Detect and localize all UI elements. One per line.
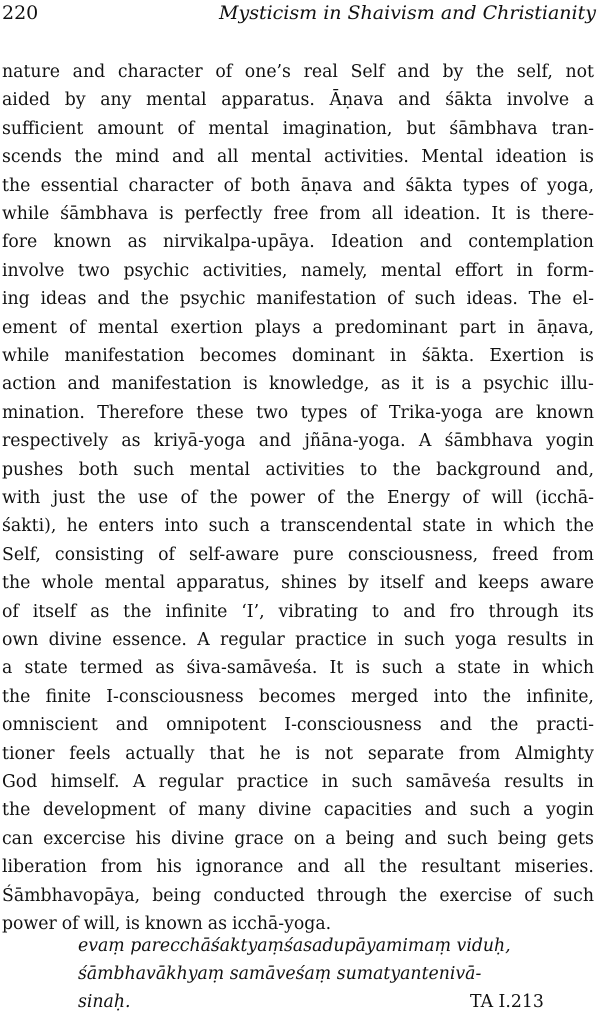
- body-line: with just the use of the power of the Energy of will (icchā-: [2, 488, 594, 508]
- body-line: ing ideas and the psychic manifestation of such ideas. The el-: [2, 289, 594, 310]
- body-line: power of will, is known as icchā-yoga.: [2, 914, 332, 934]
- body-line: while manifestation becomes dominant in śākta. Exertion is: [2, 346, 594, 366]
- body-line: sufficient amount of mental imagination, but śāmbhava tran-: [2, 118, 594, 139]
- body-line: action and manifestation is knowledge, as it is a psychic illu-: [2, 374, 594, 395]
- verse-line: sinaḥ.: [78, 992, 131, 1012]
- body-line: pushes both such mental activities to the background and,: [2, 459, 594, 480]
- body-line: involve two psychic activities, namely, mental effort in form-: [2, 260, 594, 281]
- page-number: 220: [2, 2, 39, 24]
- running-header: [0, 0, 600, 40]
- body-line: the finite I-consciousness becomes merged into the infinite,: [2, 686, 594, 707]
- body-line: śakti), he enters into such a transcendental state in which the: [2, 516, 594, 537]
- body-line: omniscient and omnipotent I-consciousness and the practi-: [2, 715, 594, 736]
- verse-line: śāmbhavākhyaṃ samāveśaṃ sumatyantenivā-: [78, 964, 482, 984]
- body-line: own divine essence. A regular practice in such yoga results in: [2, 630, 594, 650]
- body-line: nature and character of one’s real Self and by the self, not: [2, 62, 594, 82]
- body-line: the essential character of both āṇava and śākta types of yoga,: [2, 175, 594, 196]
- body-line: God himself. A regular practice in such samāveśa results in: [2, 772, 594, 792]
- body-line: aided by any mental apparatus. Āṇava and śākta involve a: [2, 90, 594, 111]
- body-line: fore known as nirvikalpa-upāya. Ideation and contemplation: [2, 232, 594, 253]
- verse-citation: TA I.213: [470, 992, 544, 1012]
- body-line: ement of mental exertion plays a predominant part in āṇava,: [2, 317, 594, 338]
- body-line: mination. Therefore these two types of Trika-yoga are known: [2, 402, 594, 423]
- body-line: the development of many divine capacities and such a yogin: [2, 800, 594, 821]
- body-line: liberation from his ignorance and all the resultant miseries.: [2, 857, 594, 878]
- running-title: Mysticism in Shaivism and Christianity: [219, 2, 596, 24]
- body-line: Śāmbhavopāya, being conducted through the exercise of such: [2, 885, 594, 906]
- body-line: while śāmbhava is perfectly free from all ideation. It is there-: [2, 204, 594, 224]
- verse-line: evaṃ parecchāśaktyaṃśasadupāyamimaṃ viduḥ,: [78, 936, 511, 956]
- body-line: the whole mental apparatus, shines by itself and keeps aware: [2, 573, 594, 594]
- body-line: a state termed as śiva-samāveśa. It is such a state in which: [2, 658, 594, 679]
- body-line: respectively as kriyā-yoga and jñāna-yoga. A śāmbhava yogin: [2, 431, 594, 452]
- body-line: tioner feels actually that he is not separate from Almighty: [2, 743, 594, 764]
- body-line: scends the mind and all mental activities. Mental ideation is: [2, 147, 594, 168]
- body-line: of itself as the infinite ‘I’, vibrating to and fro through its: [2, 601, 594, 622]
- body-line: can excercise his divine grace on a being and such being gets: [2, 828, 594, 849]
- body-line: Self, consisting of self-aware pure consciousness, freed from: [2, 544, 594, 565]
